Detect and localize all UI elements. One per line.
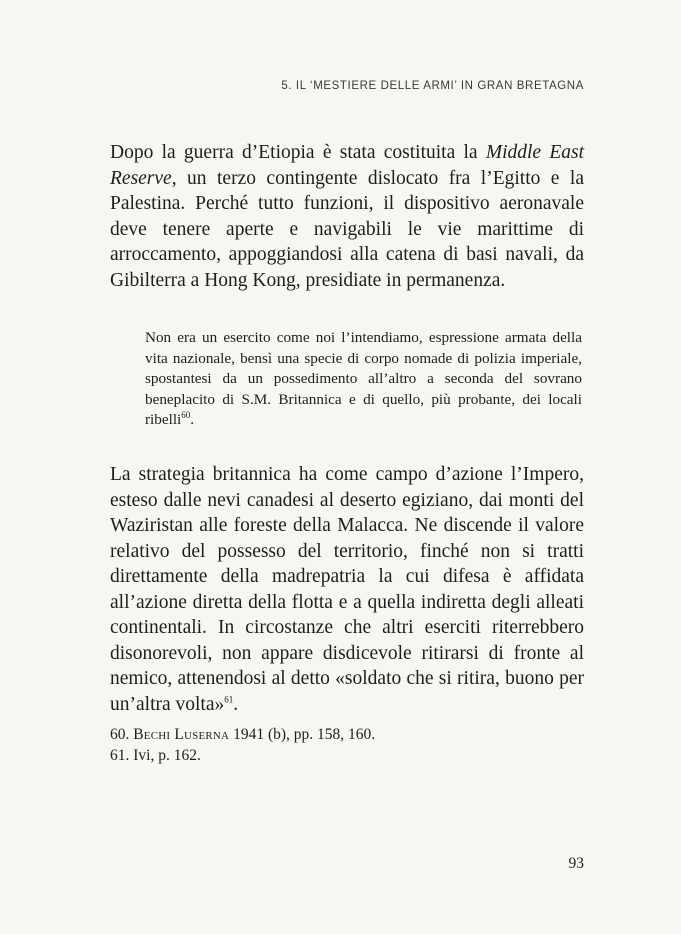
footnote-61 xyxy=(110,745,375,766)
paragraph-1 xyxy=(110,140,584,293)
paragraph-1-text-b: , un terzo contingente dislocato fra l’Egitto e la Palestina. Perché tutto funzioni, il dispositivo aeronavale deve tenere aperte e navigabili le vie marittime di arroccamento, appoggiandosi alla catena di basi navali, da Gibilterra a Hong Kong, presidiate in permanenza. xyxy=(110,167,584,291)
footnote-number: 60. xyxy=(110,726,130,743)
block-quote-text: Non era un esercito come noi l’intendiamo, espressione armata della vita nazionale, bensì una specie di corpo nomade di polizia imperiale, spostantesi da un possedimento all’altro a seconda del sovrano beneplacito di S.M. Britannica e di quello, più probante, dei locali ribelli xyxy=(145,329,582,429)
footnote-60 xyxy=(110,724,375,745)
footnote-text: Ivi, p. 162. xyxy=(129,747,201,764)
running-head: 5. IL ‘MESTIERE DELLE ARMI’ IN GRAN BRETAGNA xyxy=(281,80,584,92)
paragraph-2-text: La strategia britannica ha come campo d’azione l’Impero, esteso dalle nevi canadesi al deserto egiziano, dai monti del Waziristan alle foreste della Malacca. Ne discende il valore relativo del possesso del territorio, finché non si tratti direttamente della madrepatria la cui difesa è affidata all’azione diretta della flotta e a quella indiretta degli alleati continentali. In circostanze che altri eserciti riterrebbero disonorevoli, non appare disdicevole ritirarsi di fronte al nemico, attenendosi al detto «soldato che si ritira, buono per un’altra volta» xyxy=(110,464,584,715)
footnote-author: Bechi Luserna xyxy=(133,726,230,743)
footnotes xyxy=(110,724,375,766)
paragraph-1-text-a: Dopo la guerra d’Etiopia è stata costituita la xyxy=(110,142,486,163)
footnote-number: 61. xyxy=(110,747,130,764)
footnote-text: 1941 (b), pp. 158, 160. xyxy=(229,726,376,743)
page-number: 93 xyxy=(568,855,584,872)
paragraph-2-end: . xyxy=(233,693,239,715)
paragraph-1-italic: Middle East Reserve xyxy=(110,142,584,189)
block-quote xyxy=(145,328,582,431)
paragraph-2 xyxy=(110,462,584,717)
block-quote-end: . xyxy=(190,411,195,429)
footnote-ref-61: 61 xyxy=(224,694,234,704)
footnote-ref-60: 60 xyxy=(181,410,191,421)
